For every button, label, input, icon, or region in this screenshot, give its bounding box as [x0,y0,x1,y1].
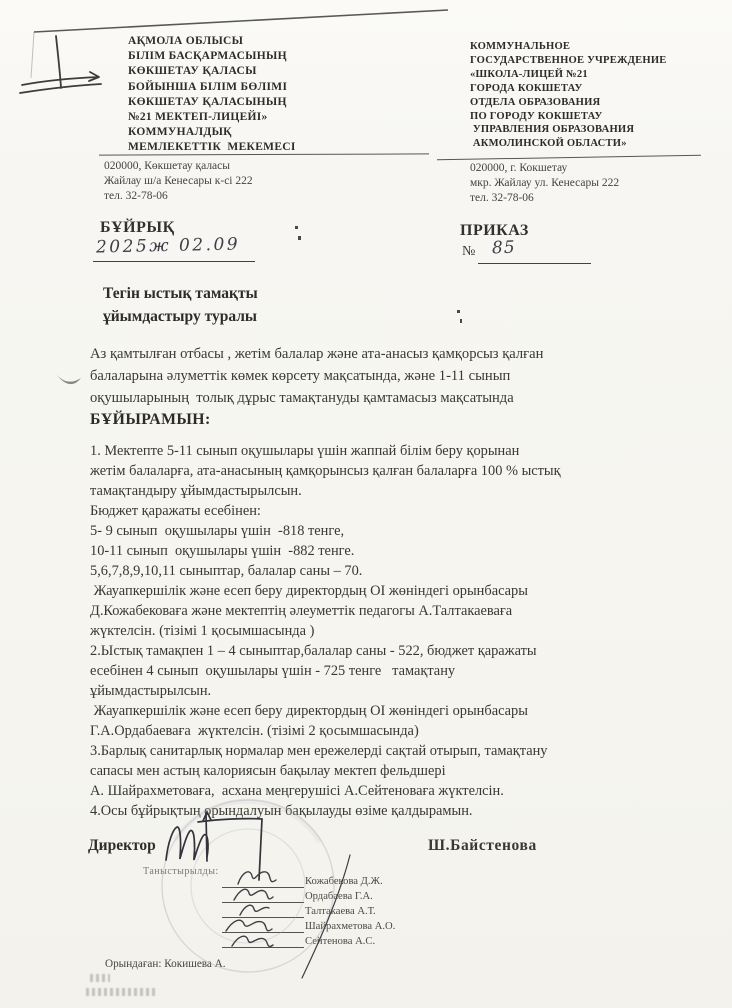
org-name-kk-line: КӨКШЕТАУ ҚАЛАСЫНЫҢ [128,95,287,108]
acquainted-name: Талтакаева А.Т. [305,906,376,917]
org-name-ru-line: «ШКОЛА-ЛИЦЕЙ №21 [470,68,588,80]
acquainted-name: Ордабаева Г.А. [305,891,373,902]
org-name-kk-line: БОЙЫНША БІЛІМ БӨЛІМІ [128,80,288,93]
org-name-ru-line: КОММУНАЛЬНОЕ [470,41,571,52]
signature-line [222,932,304,933]
preamble-line: оқушыларының толық дұрыс тамақтануды қамтамасыз мақсатында [90,389,514,406]
subject-title [103,283,258,328]
ink-specks [295,226,462,323]
director-label: Директор [88,837,156,854]
signature-line [222,917,304,918]
org-name-ru [470,40,667,151]
handwritten-mark [20,36,101,93]
order-body-line: 5,6,7,8,9,10,11 сыныптар, балалар саны – 70. [90,563,363,579]
order-date-handwritten: 2025ж 02.09 [95,234,241,258]
order-number-label: № [462,244,476,259]
org-name-ru-line: АКМОЛИНСКОЙ ОБЛАСТИ» [470,138,627,150]
order-body-line: жетім балаларға, ата-анасының қамқорынсыз қалған балаларға 100 % ыстық [90,463,561,479]
page-edge-line [34,10,448,32]
order-body-line: 1. Мектепте 5-11 сынып оқушылары үшін жаппай білім беру қорынан [90,443,520,459]
org-address-kk-line: 020000, Көкшетау қаласы [104,160,230,172]
preamble-line: балаларына әлуметтік көмек көрсету мақсатында, және 1-11 сынып [90,367,511,384]
scan-noise [86,988,156,996]
org-name-kk-line: КӨКШЕТАУ ҚАЛАСЫ [128,65,257,78]
order-body-line: Д.Кожабековаға және мектептің әлеуметтік педагогы А.Талтакаеваға [90,603,513,619]
executor-note: Орындаған: Кокишева А. [105,958,226,970]
order-body-line: 10-11 сынып оқушылары үшін -882 тенге. [90,543,355,559]
order-body-line: Бюджет қаражаты есебінен: [90,503,261,519]
org-address-kk-line: тел. 32-78-06 [104,190,168,202]
org-address-kk [104,159,253,204]
order-title-ru: ПРИКАЗ [460,222,529,239]
director-name: Ш.Байстенова [428,837,537,854]
hole-punch-shadow [56,374,81,384]
subject-title-line: ұйымдастыру туралы [103,307,258,325]
order-body-line: сапасы мен астың калориясын бақылау мектеп фельдшері [90,763,446,779]
order-body-line: А. Шайрахметоваға, асхана меңгерушісі А.Сейтеноваға жүктелсін. [90,783,504,799]
signature-line [222,902,304,903]
org-address-kk-line: Жайлау ш/а Кенесары к-сі 222 [104,175,253,187]
acquainted-name: Кожабекова Д.Ж. [305,876,383,887]
org-name-kk-line: БІЛІМ БАСҚАРМАСЫНЫҢ [128,50,287,63]
date-underline [93,261,255,262]
signature-line [222,887,304,888]
org-name-kk-line: АҚМОЛА ОБЛЫСЫ [128,35,244,47]
org-address-ru-line: 020000, г. Кокшетау [470,162,568,174]
order-body-line: 2.Ыстық тамақпен 1 – 4 сыныптар,балалар саны - 522, бюджет қаражаты [90,643,537,659]
org-name-ru-line: ПО ГОРОДУ КОКШЕТАУ [470,110,603,122]
order-body-line: 4.Осы бұйрықтың орындалуын бақылауды өзіме қалдырамын. [90,803,473,819]
order-body-line: Жауапкершілік және есеп беру директордың ОІ жөніндегі орынбасары [90,703,528,719]
number-underline [478,263,591,264]
acquainted-name: Шайрахметова А.О. [305,921,396,932]
order-body-line: Жауапкершілік және есеп беру директордың ОІ жөніндегі орынбасары [90,583,528,599]
acquainted-label: Таныстырылды: [143,866,219,877]
preamble-text [90,344,543,409]
org-name-kk [128,34,296,156]
order-number-handwritten: 85 [491,237,516,259]
scan-noise [90,974,110,982]
order-title-kk: БҰЙРЫҚ [100,219,175,236]
signature-line [222,947,304,948]
org-address-ru-line: мкр. Жайлау ул. Кенесары 222 [470,177,620,189]
org-name-ru-line: ГОРОДА КОКШЕТАУ [470,82,583,94]
org-name-kk-line: №21 МЕКТЕП-ЛИЦЕЙІ» [128,111,268,124]
header-divider-right [437,155,701,161]
org-address-ru [470,161,619,206]
resolution-heading: БҰЙЫРАМЫН: [90,411,211,428]
order-body [90,441,561,821]
order-body-line: ұйымдастырылсын. [90,683,212,699]
org-address-ru-line: тел. 32-78-06 [470,192,534,204]
order-body-line: 5- 9 сынып оқушылары үшін -818 тенге, [90,523,345,539]
org-name-kk-line: МЕМЛЕКЕТТІК МЕКЕМЕСІ [128,141,296,154]
org-name-ru-line: УПРАВЛЕНИЯ ОБРАЗОВАНИЯ [470,124,635,136]
order-body-line: 3.Барлық санитарлық нормалар мен ережелерді сақтай отырып, тамақтану [90,743,548,759]
org-name-kk-line: КОММУНАЛДЫҚ [128,126,232,139]
page-edge-line [31,32,34,78]
order-body-line: Г.А.Ордабаеваға жүктелсін. (тізімі 2 қосымшасында) [90,723,419,739]
acquainted-names [305,874,395,949]
org-name-ru-line: ОТДЕЛА ОБРАЗОВАНИЯ [470,96,601,108]
subject-title-line: Тегін ыстық тамақты [103,285,258,302]
order-body-line: жүктелсін. (тізімі 1 қосымшасында ) [90,623,315,639]
acquainted-name: Сейтенова А.С. [305,936,376,947]
preamble-line: Аз қамтылған отбасы , жетім балалар және ата-анасыз қамқорсыз қалған [90,346,544,362]
order-body-line: есебінен 4 сынып оқушылары үшін - 725 тенге тамақтану [90,663,456,679]
order-body-line: тамақтандыру ұйымдастырылсын. [90,483,302,499]
org-name-ru-line: ГОСУДАРСТВЕННОЕ УЧРЕЖДЕНИЕ [470,54,667,66]
